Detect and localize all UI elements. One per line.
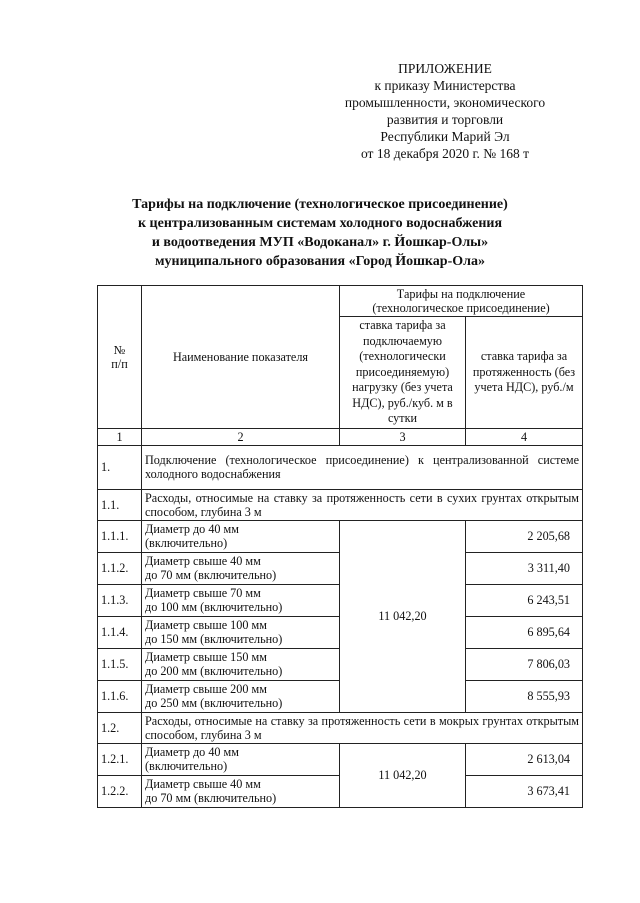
load-rate-value: 11 042,20 [340,520,466,712]
title-line: к централизованным системам холодного водоснабжения [137,216,503,231]
header-num: № п/п [98,286,142,429]
document-title [70,195,570,271]
group-num: 1.2. [98,712,142,743]
row-num: 1.1.2. [98,552,142,584]
header-length-rate: ставка тарифа за протяженность (без учета НДС), руб./м [466,317,583,429]
length-rate-value: 7 806,03 [466,648,583,680]
col-number: 1 [98,428,142,445]
section-num: 1. [98,445,142,489]
length-rate-value: 3 311,40 [466,552,583,584]
appendix-order-line: от 18 декабря 2020 г. № 168 т [360,146,530,161]
row-name: Диаметр свыше 40 мм до 70 мм (включительно) [142,552,340,584]
header-name: Наименование показателя [142,286,340,429]
row-num: 1.1.3. [98,584,142,616]
group-title: Расходы, относимые на ставку за протяженность сети в сухих грунтах открытым способом, глубина 3 м [142,489,583,520]
appendix-line: к приказу Министерства [374,78,516,93]
title-line: муниципального образования «Город Йошкар-Ола» [155,254,485,269]
length-rate-value: 8 555,93 [466,680,583,712]
length-rate-value: 6 243,51 [466,584,583,616]
title-line: Тарифы на подключение (технологическое присоединение) [132,197,508,212]
row-num: 1.2.1. [98,743,142,775]
row-num: 1.1.1. [98,520,142,552]
appendix-line: Республики Марий Эл [380,129,510,144]
length-rate-value: 6 895,64 [466,616,583,648]
row-name: Диаметр до 40 мм (включительно) [142,520,340,552]
row-name: Диаметр свыше 150 мм до 200 мм (включительно) [142,648,340,680]
appendix-heading: ПРИЛОЖЕНИЕ [398,61,492,76]
row-num: 1.1.6. [98,680,142,712]
title-line: и водоотведения МУП «Водоканал» г. Йошкар-Олы» [151,235,489,250]
row-num: 1.2.2. [98,775,142,807]
group-num: 1.1. [98,489,142,520]
load-rate-value: 11 042,20 [340,743,466,807]
length-rate-value: 2 613,04 [466,743,583,775]
col-number: 4 [466,428,583,445]
group-title: Расходы, относимые на ставку за протяженность сети в мокрых грунтах открытым способом, глубина 3 м [142,712,583,743]
row-name: Диаметр свыше 40 мм до 70 мм (включительно) [142,775,340,807]
row-name: Диаметр свыше 200 мм до 250 мм (включительно) [142,680,340,712]
tariff-table [97,285,583,808]
row-name: Диаметр свыше 100 мм до 150 мм (включительно) [142,616,340,648]
col-number: 2 [142,428,340,445]
row-name: Диаметр до 40 мм (включительно) [142,743,340,775]
row-name: Диаметр свыше 70 мм до 100 мм (включительно) [142,584,340,616]
appendix-line: промышленности, экономического [344,95,546,110]
appendix-line: развития и торговли [386,112,504,127]
header-load-rate: ставка тарифа за подключаемую (технологически присоединяемую) нагрузку (без учета НДС), руб./куб. м в сутки [340,317,466,429]
section-title: Подключение (технологическое присоединение) к централизованной системе холодного водоснабжения [142,445,583,489]
appendix-block [330,60,560,162]
length-rate-value: 3 673,41 [466,775,583,807]
col-number: 3 [340,428,466,445]
row-num: 1.1.4. [98,616,142,648]
length-rate-value: 2 205,68 [466,520,583,552]
row-num: 1.1.5. [98,648,142,680]
header-tariffs: Тарифы на подключение (технологическое присоединение) [340,286,583,317]
